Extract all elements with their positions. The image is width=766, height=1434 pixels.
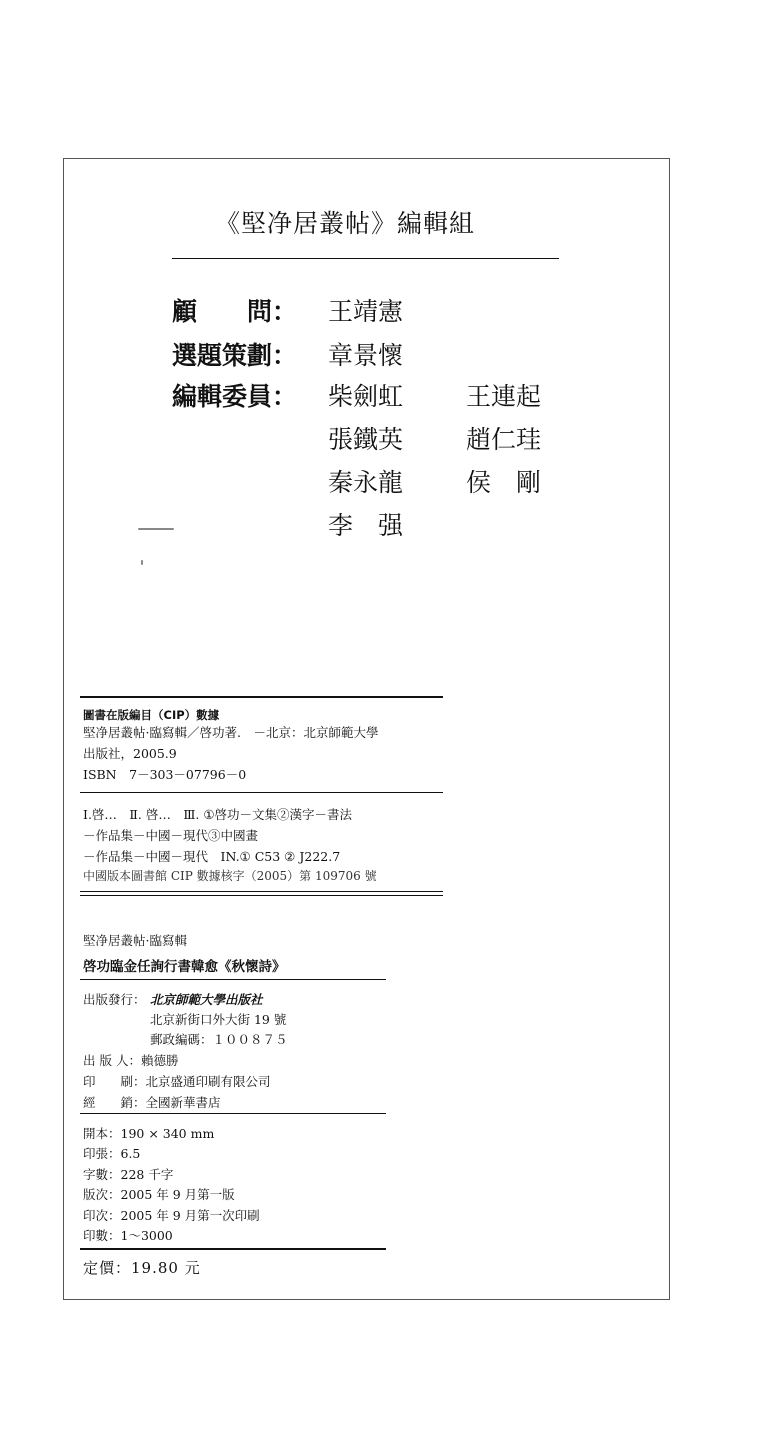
cip-mid-rule — [80, 792, 443, 793]
cip-line: 出版社，2005.9 — [83, 746, 177, 761]
cip-class-line: －作品集－中國－現代 IN.① C53 ② J222.7 — [83, 849, 341, 864]
advisor-label: 顧 問： — [172, 297, 298, 326]
editor-name: 張鐵英 — [328, 425, 404, 454]
spec-sheets: 印張：6.5 — [83, 1146, 141, 1161]
advisor-name: 王靖憲 — [328, 297, 404, 326]
scan-mark — [141, 560, 143, 565]
distributor: 經 銷：全國新華書店 — [83, 1095, 221, 1110]
printer: 印 刷：北京盛通印刷有限公司 — [83, 1074, 271, 1089]
book-title-rule — [80, 979, 386, 980]
planning-name: 章景懷 — [328, 341, 404, 370]
price: 定價：19.80 元 — [83, 1259, 201, 1277]
editor-name: 侯 剛 — [466, 468, 542, 497]
publisher-name: 北京師範大學出版社 — [150, 992, 263, 1007]
publisher-address: 北京新街口外大街 19 號 — [150, 1012, 287, 1027]
cip-line: 堅净居叢帖·臨寫輯／啓功著. －北京：北京師範大學 — [83, 725, 379, 740]
scan-mark — [138, 528, 174, 530]
cip-heading: 圖書在版編目（CIP）數據 — [83, 708, 220, 722]
spec-print-run: 印數：1～3000 — [83, 1228, 173, 1243]
editor-name: 趙仁珪 — [466, 425, 542, 454]
planning-label: 選題策劃： — [172, 341, 298, 370]
cip-top-rule — [80, 696, 443, 698]
title-rule — [172, 258, 559, 259]
editor-name: 李 强 — [328, 511, 404, 540]
spec-words: 字數：228 千字 — [83, 1167, 174, 1182]
cip-bottom-rule — [80, 891, 443, 892]
spec-printing: 印次：2005 年 9 月第一次印刷 — [83, 1208, 260, 1223]
book-title: 啓功臨金任詢行書韓愈《秋懷詩》 — [83, 959, 286, 975]
series-name: 堅净居叢帖·臨寫輯 — [83, 933, 187, 948]
editorial-title: 《堅净居叢帖》編輯組 — [215, 209, 476, 238]
publisher-label: 出版發行： — [83, 992, 146, 1007]
cip-bottom-rule-2 — [80, 895, 443, 896]
cip-verification: 中國版本圖書館 CIP 數據核字（2005）第 109706 號 — [83, 869, 377, 883]
spec-format: 開本：190 × 340 mm — [83, 1126, 215, 1141]
editors-label: 編輯委員： — [172, 382, 298, 411]
editor-name: 王連起 — [466, 382, 542, 411]
cip-line: ISBN 7－303－07796－0 — [83, 767, 247, 782]
publisher-rule — [80, 1113, 386, 1114]
editor-name: 秦永龍 — [328, 468, 404, 497]
publisher-postcode: 郵政編碼：１００８７５ — [150, 1032, 288, 1047]
spec-edition: 版次：2005 年 9 月第一版 — [83, 1187, 235, 1202]
publisher-person: 出 版 人：賴德勝 — [83, 1053, 179, 1068]
cip-class-line: Ⅰ.啓… Ⅱ. 啓… Ⅲ. ①啓功－文集②漢字－書法 — [83, 807, 353, 822]
cip-class-line: －作品集－中國－現代③中國畫 — [83, 828, 259, 843]
editor-name: 柴劍虹 — [328, 382, 404, 411]
spec-rule — [80, 1248, 386, 1250]
